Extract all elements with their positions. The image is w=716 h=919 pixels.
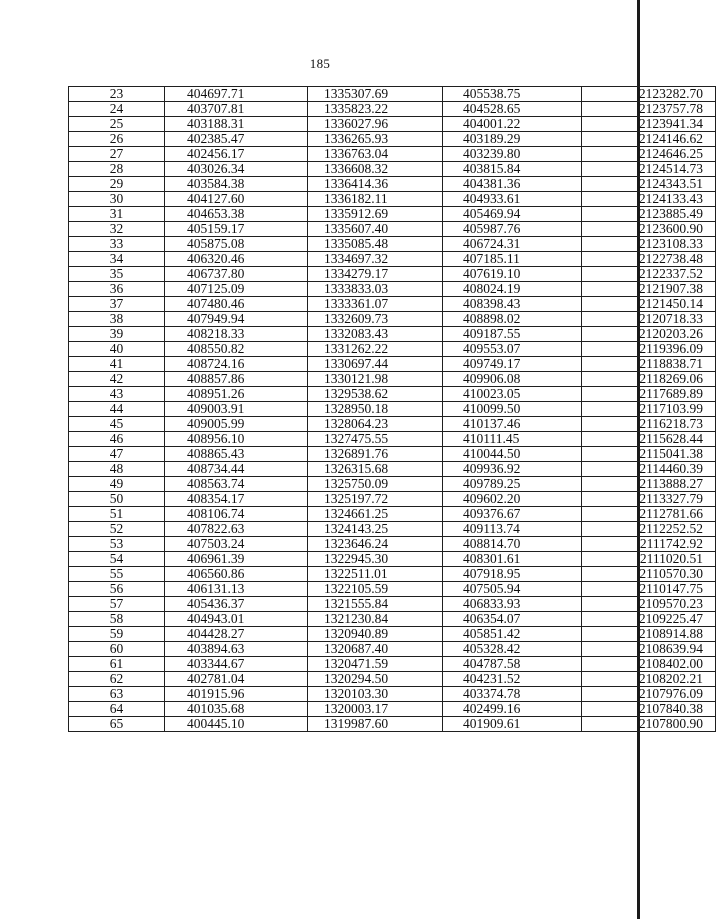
x2-cell: 401909.61: [443, 717, 582, 732]
table-row: [69, 162, 716, 177]
y2-cell: 2123282.70: [582, 87, 716, 102]
table-row: [69, 417, 716, 432]
table-row: [69, 117, 716, 132]
y2-cell: 2120718.33: [582, 312, 716, 327]
y1-cell: 1336265.93: [308, 132, 443, 147]
x1-cell: 401035.68: [165, 702, 308, 717]
point-number-cell: 31: [69, 207, 165, 222]
x2-cell: 409789.25: [443, 477, 582, 492]
x1-cell: 404428.27: [165, 627, 308, 642]
x1-cell: 406560.86: [165, 567, 308, 582]
x2-cell: 405328.42: [443, 642, 582, 657]
y1-cell: 1320940.89: [308, 627, 443, 642]
y2-cell: 2108402.00: [582, 657, 716, 672]
x1-cell: 402781.04: [165, 672, 308, 687]
x2-cell: 403374.78: [443, 687, 582, 702]
x2-cell: 408814.70: [443, 537, 582, 552]
point-number-cell: 25: [69, 117, 165, 132]
point-number-cell: 50: [69, 492, 165, 507]
x2-cell: 407619.10: [443, 267, 582, 282]
point-number-cell: 44: [69, 402, 165, 417]
point-number-cell: 62: [69, 672, 165, 687]
y2-cell: 2114460.39: [582, 462, 716, 477]
table-row: [69, 567, 716, 582]
y1-cell: 1334279.17: [308, 267, 443, 282]
y1-cell: 1326315.68: [308, 462, 443, 477]
y2-cell: 2112781.66: [582, 507, 716, 522]
x2-cell: 410044.50: [443, 447, 582, 462]
y2-cell: 2116218.73: [582, 417, 716, 432]
y2-cell: 2124146.62: [582, 132, 716, 147]
y1-cell: 1333361.07: [308, 297, 443, 312]
table-row: [69, 477, 716, 492]
x2-cell: 409187.55: [443, 327, 582, 342]
point-number-cell: 48: [69, 462, 165, 477]
x2-cell: 403189.29: [443, 132, 582, 147]
point-number-cell: 52: [69, 522, 165, 537]
table-row: [69, 342, 716, 357]
x1-cell: 408218.33: [165, 327, 308, 342]
x1-cell: 407503.24: [165, 537, 308, 552]
y1-cell: 1327475.55: [308, 432, 443, 447]
y1-cell: 1334697.32: [308, 252, 443, 267]
point-number-cell: 59: [69, 627, 165, 642]
y1-cell: 1335085.48: [308, 237, 443, 252]
table-row: [69, 492, 716, 507]
y2-cell: 2122337.52: [582, 267, 716, 282]
point-number-cell: 55: [69, 567, 165, 582]
y2-cell: 2107976.09: [582, 687, 716, 702]
y2-cell: 2111742.92: [582, 537, 716, 552]
table-row: [69, 432, 716, 447]
table-row: [69, 237, 716, 252]
y2-cell: 2109225.47: [582, 612, 716, 627]
coordinates-table-body: [69, 87, 716, 732]
x2-cell: 407505.94: [443, 582, 582, 597]
y1-cell: 1332609.73: [308, 312, 443, 327]
y1-cell: 1322945.30: [308, 552, 443, 567]
table-row: [69, 537, 716, 552]
table-row: [69, 327, 716, 342]
table-row: [69, 672, 716, 687]
x2-cell: 409553.07: [443, 342, 582, 357]
x2-cell: 404381.36: [443, 177, 582, 192]
x1-cell: 402456.17: [165, 147, 308, 162]
x2-cell: 409906.08: [443, 372, 582, 387]
point-number-cell: 29: [69, 177, 165, 192]
table-row: [69, 402, 716, 417]
point-number-cell: 58: [69, 612, 165, 627]
y2-cell: 2107800.90: [582, 717, 716, 732]
y2-cell: 2121907.38: [582, 282, 716, 297]
x2-cell: 409376.67: [443, 507, 582, 522]
y2-cell: 2117103.99: [582, 402, 716, 417]
y1-cell: 1320294.50: [308, 672, 443, 687]
point-number-cell: 45: [69, 417, 165, 432]
x2-cell: 406724.31: [443, 237, 582, 252]
y2-cell: 2107840.38: [582, 702, 716, 717]
x2-cell: 409113.74: [443, 522, 582, 537]
y2-cell: 2108914.88: [582, 627, 716, 642]
point-number-cell: 39: [69, 327, 165, 342]
point-number-cell: 24: [69, 102, 165, 117]
x2-cell: 404787.58: [443, 657, 582, 672]
y1-cell: 1320471.59: [308, 657, 443, 672]
point-number-cell: 23: [69, 87, 165, 102]
x1-cell: 403026.34: [165, 162, 308, 177]
x2-cell: 404528.65: [443, 102, 582, 117]
y2-cell: 2115041.38: [582, 447, 716, 462]
y1-cell: 1336763.04: [308, 147, 443, 162]
y2-cell: 2124514.73: [582, 162, 716, 177]
table-row: [69, 267, 716, 282]
y2-cell: 2123757.78: [582, 102, 716, 117]
table-row: [69, 597, 716, 612]
x1-cell: 408563.74: [165, 477, 308, 492]
y2-cell: 2113327.79: [582, 492, 716, 507]
x2-cell: 404001.22: [443, 117, 582, 132]
point-number-cell: 64: [69, 702, 165, 717]
x2-cell: 405538.75: [443, 87, 582, 102]
table-row: [69, 252, 716, 267]
point-number-cell: 54: [69, 552, 165, 567]
y1-cell: 1325750.09: [308, 477, 443, 492]
y2-cell: 2119396.09: [582, 342, 716, 357]
x1-cell: 408857.86: [165, 372, 308, 387]
point-number-cell: 34: [69, 252, 165, 267]
y1-cell: 1329538.62: [308, 387, 443, 402]
point-number-cell: 30: [69, 192, 165, 207]
y2-cell: 2124133.43: [582, 192, 716, 207]
x2-cell: 409749.17: [443, 357, 582, 372]
x1-cell: 405875.08: [165, 237, 308, 252]
point-number-cell: 33: [69, 237, 165, 252]
x1-cell: 404653.38: [165, 207, 308, 222]
y1-cell: 1330121.98: [308, 372, 443, 387]
y2-cell: 2123600.90: [582, 222, 716, 237]
y1-cell: 1336027.96: [308, 117, 443, 132]
table-row: [69, 687, 716, 702]
y1-cell: 1328064.23: [308, 417, 443, 432]
table-row: [69, 132, 716, 147]
x1-cell: 408550.82: [165, 342, 308, 357]
table-row: [69, 717, 716, 732]
x1-cell: 400445.10: [165, 717, 308, 732]
x1-cell: 406737.80: [165, 267, 308, 282]
y1-cell: 1328950.18: [308, 402, 443, 417]
point-number-cell: 56: [69, 582, 165, 597]
point-number-cell: 49: [69, 477, 165, 492]
point-number-cell: 51: [69, 507, 165, 522]
x2-cell: 410111.45: [443, 432, 582, 447]
x2-cell: 410099.50: [443, 402, 582, 417]
x2-cell: 407185.11: [443, 252, 582, 267]
y2-cell: 2110570.30: [582, 567, 716, 582]
x1-cell: 406320.46: [165, 252, 308, 267]
x2-cell: 408398.43: [443, 297, 582, 312]
x2-cell: 405987.76: [443, 222, 582, 237]
y2-cell: 2121450.14: [582, 297, 716, 312]
y2-cell: 2110147.75: [582, 582, 716, 597]
y1-cell: 1321230.84: [308, 612, 443, 627]
table-row: [69, 522, 716, 537]
y2-cell: 2108639.94: [582, 642, 716, 657]
x1-cell: 408724.16: [165, 357, 308, 372]
x1-cell: 406131.13: [165, 582, 308, 597]
x2-cell: 405469.94: [443, 207, 582, 222]
table-row: [69, 447, 716, 462]
y1-cell: 1336414.36: [308, 177, 443, 192]
y2-cell: 2111020.51: [582, 552, 716, 567]
table-row: [69, 642, 716, 657]
y2-cell: 2109570.23: [582, 597, 716, 612]
x1-cell: 403188.31: [165, 117, 308, 132]
table-row: [69, 177, 716, 192]
y1-cell: 1325197.72: [308, 492, 443, 507]
point-number-cell: 26: [69, 132, 165, 147]
table-row: [69, 657, 716, 672]
table-row: [69, 372, 716, 387]
x1-cell: 407480.46: [165, 297, 308, 312]
y2-cell: 2113888.27: [582, 477, 716, 492]
x1-cell: 403344.67: [165, 657, 308, 672]
x1-cell: 408865.43: [165, 447, 308, 462]
y2-cell: 2124343.51: [582, 177, 716, 192]
point-number-cell: 36: [69, 282, 165, 297]
x1-cell: 408734.44: [165, 462, 308, 477]
x1-cell: 408956.10: [165, 432, 308, 447]
table-row: [69, 297, 716, 312]
point-number-cell: 38: [69, 312, 165, 327]
y1-cell: 1320003.17: [308, 702, 443, 717]
point-number-cell: 60: [69, 642, 165, 657]
y1-cell: 1322105.59: [308, 582, 443, 597]
coordinates-table: [68, 86, 716, 732]
table-row: [69, 507, 716, 522]
point-number-cell: 28: [69, 162, 165, 177]
x1-cell: 403584.38: [165, 177, 308, 192]
point-number-cell: 65: [69, 717, 165, 732]
x2-cell: 406354.07: [443, 612, 582, 627]
y2-cell: 2117689.89: [582, 387, 716, 402]
table-row: [69, 462, 716, 477]
x1-cell: 408354.17: [165, 492, 308, 507]
point-number-cell: 63: [69, 687, 165, 702]
table-row: [69, 147, 716, 162]
point-number-cell: 46: [69, 432, 165, 447]
y2-cell: 2120203.26: [582, 327, 716, 342]
y1-cell: 1336608.32: [308, 162, 443, 177]
point-number-cell: 57: [69, 597, 165, 612]
x1-cell: 407822.63: [165, 522, 308, 537]
page-number: 185: [309, 56, 331, 71]
table-row: [69, 552, 716, 567]
y1-cell: 1336182.11: [308, 192, 443, 207]
x1-cell: 404943.01: [165, 612, 308, 627]
x2-cell: 404933.61: [443, 192, 582, 207]
table-row: [69, 87, 716, 102]
x2-cell: 403239.80: [443, 147, 582, 162]
x2-cell: 402499.16: [443, 702, 582, 717]
x2-cell: 405851.42: [443, 627, 582, 642]
y2-cell: 2123885.49: [582, 207, 716, 222]
y1-cell: 1320103.30: [308, 687, 443, 702]
y1-cell: 1335307.69: [308, 87, 443, 102]
y2-cell: 2118269.06: [582, 372, 716, 387]
x1-cell: 403894.63: [165, 642, 308, 657]
point-number-cell: 40: [69, 342, 165, 357]
table-row: [69, 357, 716, 372]
y1-cell: 1322511.01: [308, 567, 443, 582]
x1-cell: 409003.91: [165, 402, 308, 417]
x1-cell: 405159.17: [165, 222, 308, 237]
x1-cell: 407949.94: [165, 312, 308, 327]
table-row: [69, 207, 716, 222]
table-row: [69, 612, 716, 627]
x2-cell: 407918.95: [443, 567, 582, 582]
point-number-cell: 47: [69, 447, 165, 462]
y2-cell: 2108202.21: [582, 672, 716, 687]
point-number-cell: 32: [69, 222, 165, 237]
x1-cell: 404127.60: [165, 192, 308, 207]
x1-cell: 405436.37: [165, 597, 308, 612]
x1-cell: 404697.71: [165, 87, 308, 102]
y2-cell: 2123108.33: [582, 237, 716, 252]
x2-cell: 410023.05: [443, 387, 582, 402]
y1-cell: 1324661.25: [308, 507, 443, 522]
x1-cell: 401915.96: [165, 687, 308, 702]
y1-cell: 1335912.69: [308, 207, 443, 222]
y1-cell: 1335607.40: [308, 222, 443, 237]
x1-cell: 403707.81: [165, 102, 308, 117]
x2-cell: 408024.19: [443, 282, 582, 297]
y1-cell: 1331262.22: [308, 342, 443, 357]
y1-cell: 1335823.22: [308, 102, 443, 117]
y1-cell: 1326891.76: [308, 447, 443, 462]
y1-cell: 1324143.25: [308, 522, 443, 537]
x2-cell: 408301.61: [443, 552, 582, 567]
y2-cell: 2112252.52: [582, 522, 716, 537]
x1-cell: 407125.09: [165, 282, 308, 297]
x2-cell: 410137.46: [443, 417, 582, 432]
table-row: [69, 702, 716, 717]
point-number-cell: 35: [69, 267, 165, 282]
point-number-cell: 43: [69, 387, 165, 402]
y1-cell: 1330697.44: [308, 357, 443, 372]
x1-cell: 406961.39: [165, 552, 308, 567]
x2-cell: 409936.92: [443, 462, 582, 477]
x2-cell: 403815.84: [443, 162, 582, 177]
y2-cell: 2118838.71: [582, 357, 716, 372]
point-number-cell: 42: [69, 372, 165, 387]
y2-cell: 2124646.25: [582, 147, 716, 162]
y1-cell: 1319987.60: [308, 717, 443, 732]
point-number-cell: 27: [69, 147, 165, 162]
y1-cell: 1321555.84: [308, 597, 443, 612]
point-number-cell: 53: [69, 537, 165, 552]
point-number-cell: 61: [69, 657, 165, 672]
y1-cell: 1320687.40: [308, 642, 443, 657]
table-row: [69, 282, 716, 297]
x1-cell: 408951.26: [165, 387, 308, 402]
x2-cell: 406833.93: [443, 597, 582, 612]
x1-cell: 402385.47: [165, 132, 308, 147]
table-row: [69, 627, 716, 642]
y1-cell: 1333833.03: [308, 282, 443, 297]
x1-cell: 409005.99: [165, 417, 308, 432]
y2-cell: 2115628.44: [582, 432, 716, 447]
table-row: [69, 312, 716, 327]
y2-cell: 2122738.48: [582, 252, 716, 267]
x2-cell: 404231.52: [443, 672, 582, 687]
x2-cell: 408898.02: [443, 312, 582, 327]
y2-cell: 2123941.34: [582, 117, 716, 132]
point-number-cell: 41: [69, 357, 165, 372]
y1-cell: 1332083.43: [308, 327, 443, 342]
point-number-cell: 37: [69, 297, 165, 312]
y1-cell: 1323646.24: [308, 537, 443, 552]
table-row: [69, 102, 716, 117]
x2-cell: 409602.20: [443, 492, 582, 507]
table-row: [69, 222, 716, 237]
table-row: [69, 192, 716, 207]
table-row: [69, 387, 716, 402]
table-row: [69, 582, 716, 597]
x1-cell: 408106.74: [165, 507, 308, 522]
